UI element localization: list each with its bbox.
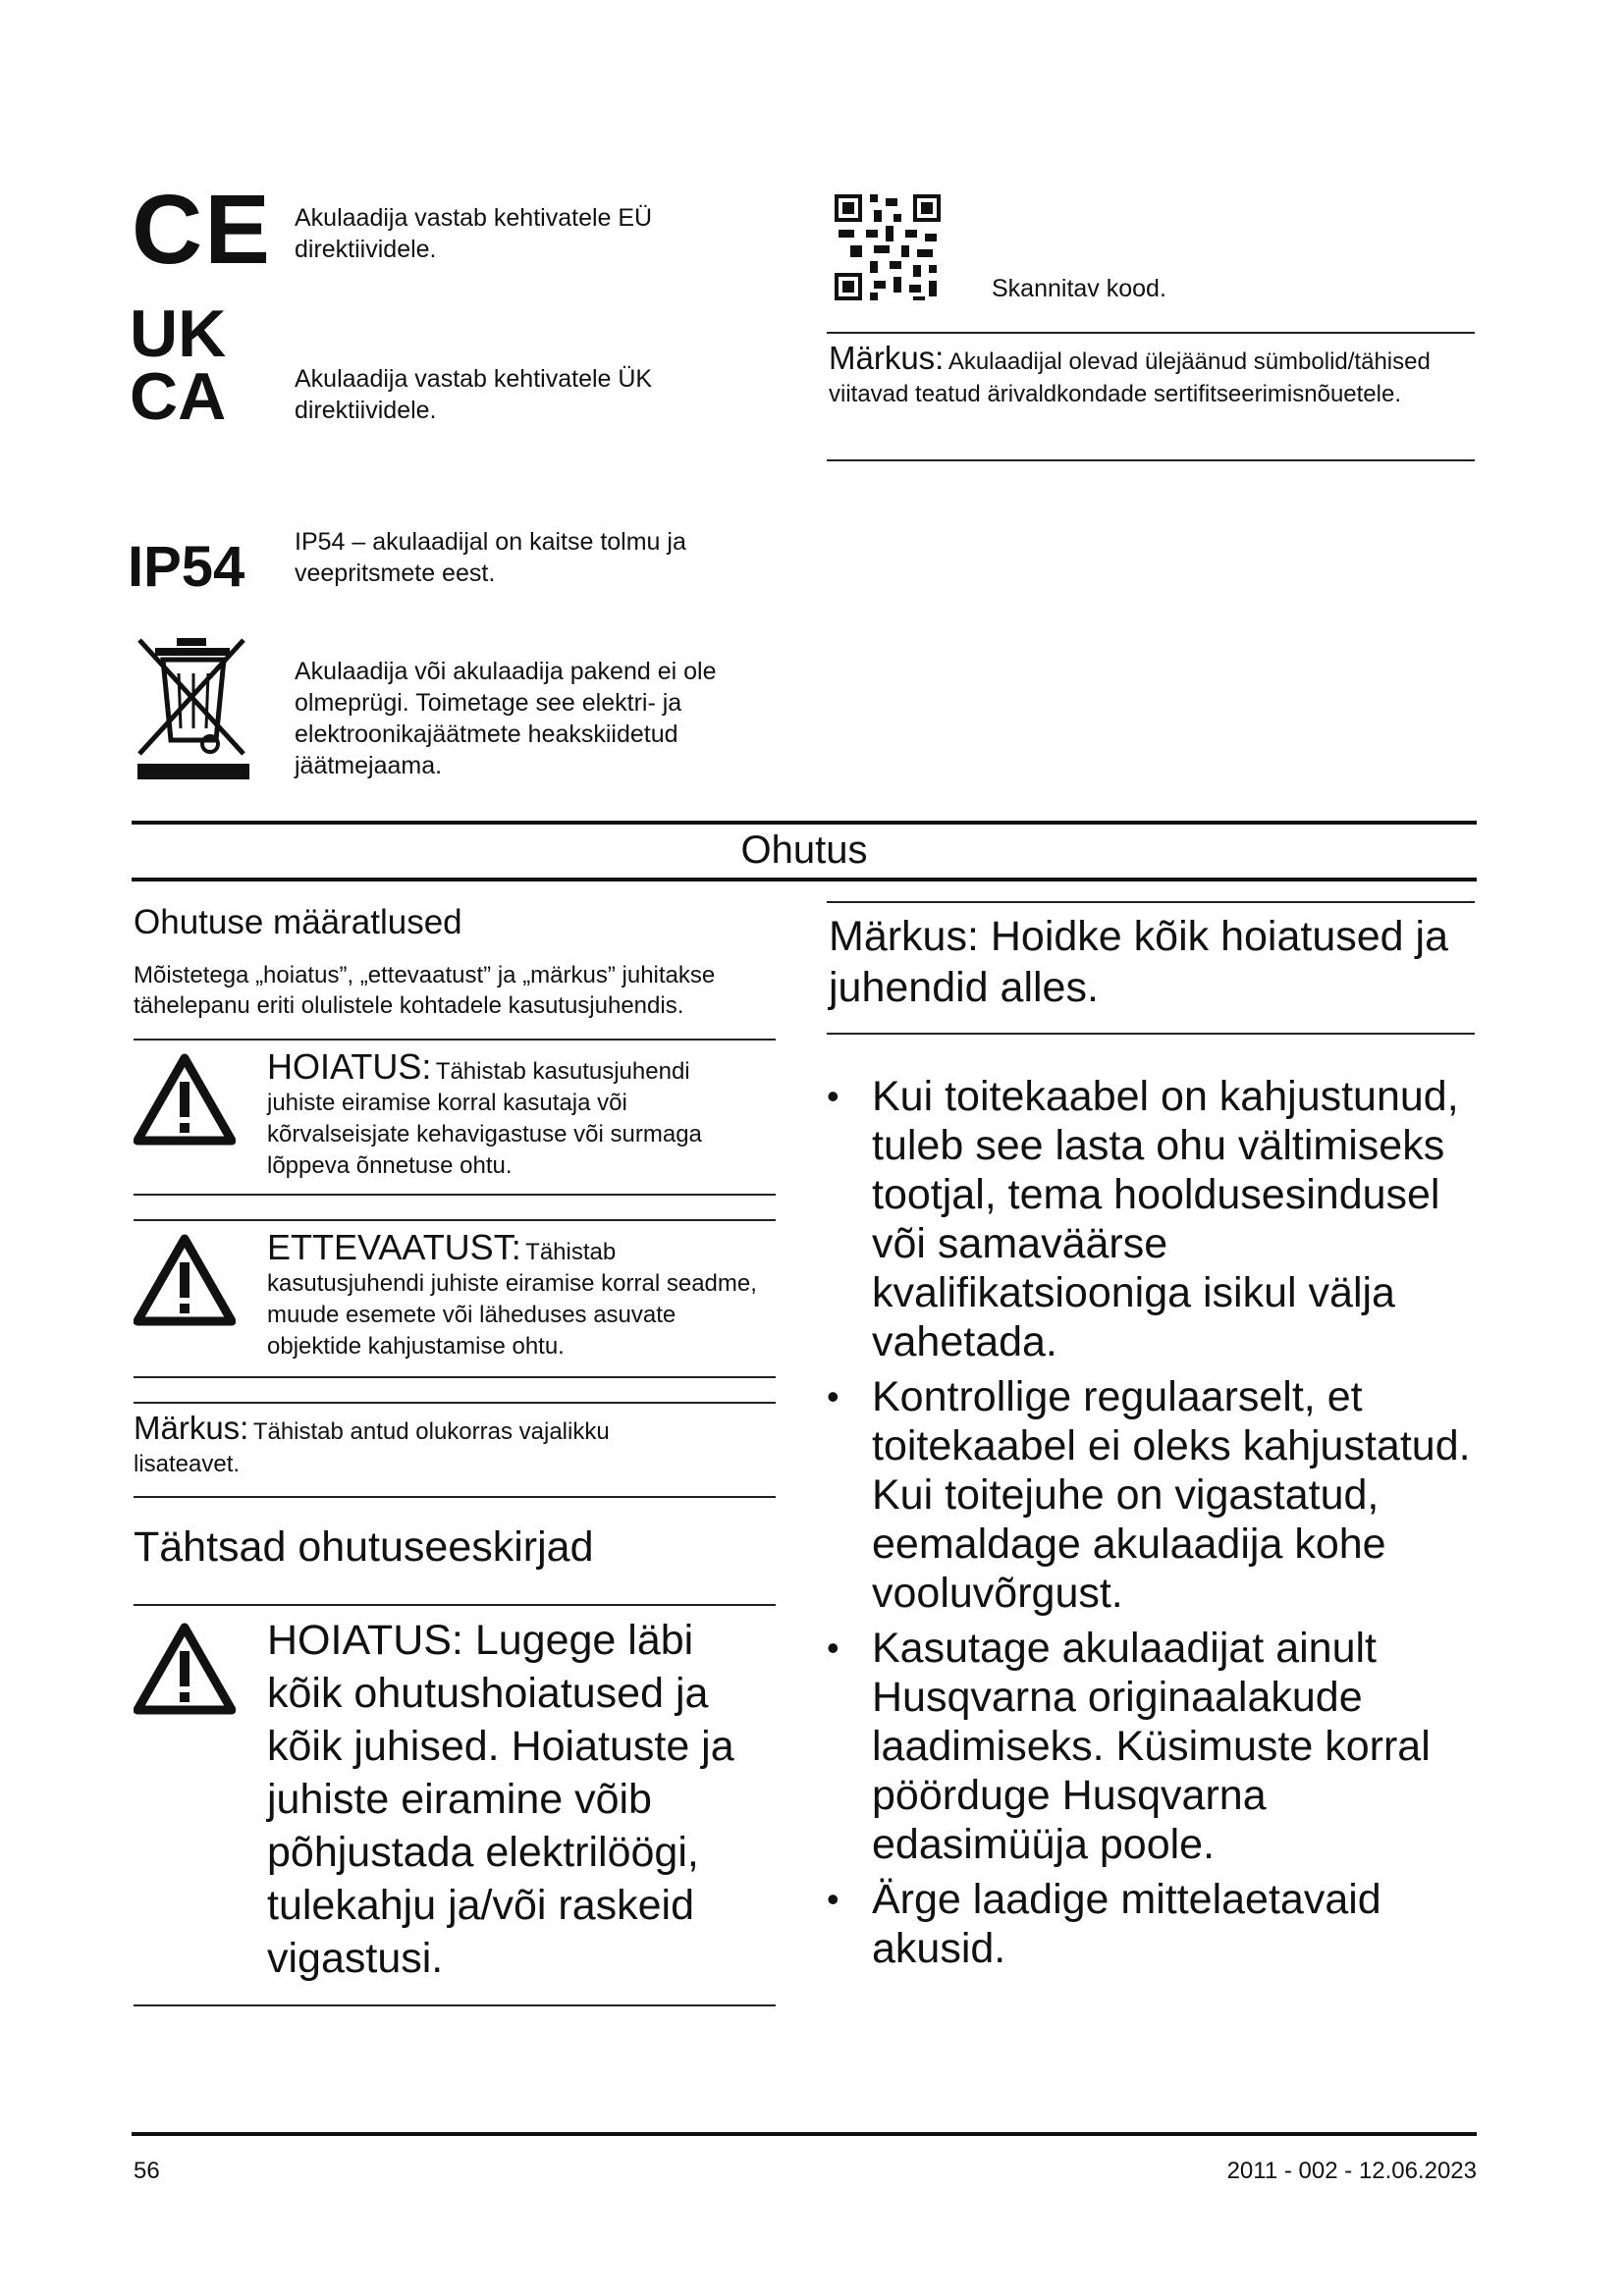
ip54-description: IP54 – akulaadijal on kaitse tolmu ja veepritsmete eest. [295,528,686,587]
warning-text: Tähistab kasutusjuhendi juhiste eiramise korral kasutaja või kõrvalseisjate kehavigastuse või surmaga lõppeva õnnetuse ohtu. [267,1058,702,1179]
qr-description: Skannitav kood. [992,275,1166,302]
divider [827,901,1475,903]
definitions-heading: Ohutuse määratlused [134,903,462,941]
divider [134,1194,776,1196]
divider [134,1039,776,1041]
ukca-line-2: CA [130,359,227,434]
list-item: • Kontrollige regulaarselt, et toitekaabel ei oleks kahjustatud. Kui toitejuhe on vigastatud, eemaldage akulaadija kohe vooluvõrgust. [827,1372,1475,1618]
caution-triangle-icon [134,1233,236,1327]
section-rule-top [132,821,1477,825]
divider [134,1219,776,1221]
warning-triangle-icon [134,1622,236,1716]
divider [134,2004,776,2006]
divider [134,1402,776,1404]
symbols-note [829,340,1457,410]
keep-instructions-note [829,911,1457,1013]
note-label: Märkus: [829,340,945,376]
note-label: Märkus: [134,1410,249,1446]
safety-bullet-list [827,1072,1475,1979]
warning-label: HOIATUS: [267,1046,432,1087]
divider [134,1496,776,1498]
divider [134,1376,776,1378]
ukca-line-1: UK [130,296,227,371]
weee-description: Akulaadija või akulaadija pakend ei ole olmeprügi. Toimetage see elektri- ja elektroonikajäätmete heakskiidetud jäätmejaama. [295,658,717,779]
divider [827,332,1475,334]
note-label: Märkus: [829,913,979,960]
definition-note [134,1410,683,1480]
divider [827,459,1475,461]
footer-rule [132,2132,1477,2136]
page-number: 56 [134,2158,160,2184]
note-text: Tähistab antud olukorras vajalikku lisateavet. [134,1418,610,1477]
section-title: Ohutus [740,828,868,872]
ukca-description: Akulaadija vastab kehtivatele ÜK direktiividele. [295,365,653,424]
caution-label: ETTEVAATUST: [267,1227,521,1267]
caution-text: Tähistab kasutusjuhendi juhiste eiramise korral seadme, muude esemete või läheduses asuvate objektide kahjustamise ohtu. [267,1239,757,1360]
ip54-icon: IP54 [128,535,245,599]
divider [134,1604,776,1606]
divider [827,1033,1475,1035]
weee-bin-icon [134,634,253,781]
list-item: • Ärge laadige mittelaetavaid akusid. [827,1875,1475,1973]
important-heading: Tähtsad ohutuseeskirjad [134,1523,594,1571]
warning-label: HOIATUS: [267,1617,463,1664]
document-reference: 2011 - 002 - 12.06.2023 [1226,2158,1477,2184]
list-item: • Kasutage akulaadijat ainult Husqvarna originaalakude laadimiseks. Küsimuste korral pöörduge Husqvarna edasimüüja poole. [827,1624,1475,1869]
warning-triangle-icon [134,1052,236,1147]
section-rule-bottom [132,878,1477,881]
warning-text: Lugege läbi kõik ohutushoiatused ja kõik juhised. Hoiatuste ja juhiste eiramine võib põhjustada elektrilöögi, tulekahju ja/või raskeid vigastusi. [267,1617,734,1982]
ce-mark-icon: CE [132,175,272,285]
note-text: Hoidke kõik hoiatused ja juhendid alles. [829,913,1448,1011]
definitions-intro: Mõistetega „hoiatus”, „ettevaatust” ja „märkus” juhitakse tähelepanu eriti olulistele kohtadele kasutusjuhendis. [134,962,716,1019]
note-text: Akulaadijal olevad ülejäänud sümbolid/tähised viitavad teatud ärivaldkondade sertifitseerimisnõuetele. [829,348,1431,407]
qr-code-icon [835,194,941,300]
ce-description: Akulaadija vastab kehtivatele EÜ direktiividele. [295,204,653,263]
list-item: • Kui toitekaabel on kahjustunud, tuleb see lasta ohu vältimiseks tootjal, tema hooldusesindusel või samaväärse kvalifikatsiooniga isikul välja vahetada. [827,1072,1475,1366]
ukca-mark-icon [130,296,267,434]
